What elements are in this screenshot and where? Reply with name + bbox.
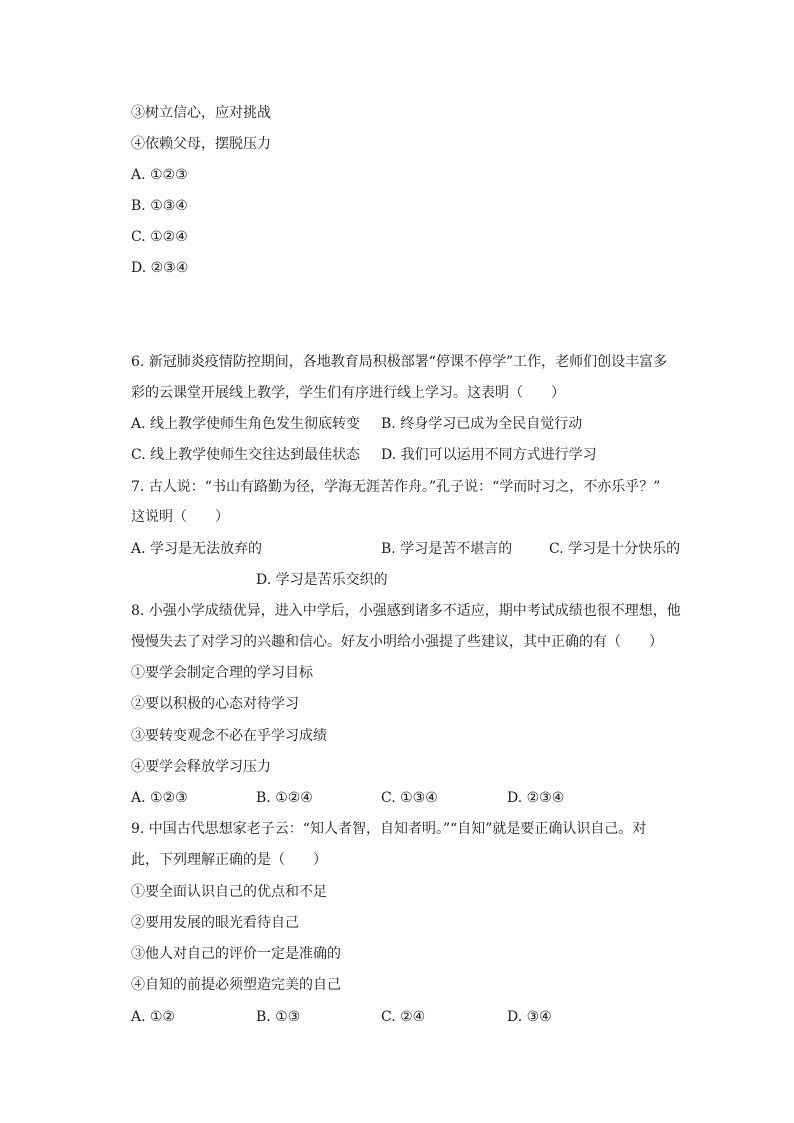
q7-stem-line1: 7. 古人说：“书山有路勤为径，学海无涯苦作舟。”孔子说：“学而时习之，不亦乐乎？” [131, 479, 661, 495]
q6-option-c: C. 线上教学使师生交往达到最佳状态 [131, 447, 361, 463]
q5-option-b: B. ①③④ [131, 198, 188, 214]
q6-option-a: A. 线上教学使师生角色发生彻底转变 [131, 416, 361, 432]
q6-stem-line2: 彩的云课堂开展线上教学，学生们有序进行线上学习。这表明（ ） [131, 385, 565, 401]
q7-option-a: A. 学习是无法放弃的 [131, 541, 263, 557]
q9-statement-3: ③他人对自己的评价一定是准确的 [131, 946, 341, 962]
q8-option-b: B. ①②④ [256, 790, 313, 806]
q5-statement-3: ③树立信心，应对挑战 [131, 105, 271, 121]
q5-statement-4: ④依赖父母，摆脱压力 [131, 136, 271, 152]
q5-option-a: A. ①②③ [131, 167, 188, 183]
q8-statement-4: ④要学会释放学习压力 [131, 759, 271, 775]
q8-option-a: A. ①②③ [131, 790, 188, 806]
q9-statement-1: ①要全面认识自己的优点和不足 [131, 884, 327, 900]
q8-option-d: D. ②③④ [507, 790, 565, 806]
q7-stem-line2: 这说明（ ） [131, 509, 229, 525]
q9-stem-line2: 此，下列理解正确的是（ ） [131, 852, 327, 868]
q9-stem-line1: 9. 中国古代思想家老子云：“知人者智，自知者明。”“自知”就是要正确认识自己。对 [131, 821, 647, 837]
q6-option-d: D. 我们可以运用不同方式进行学习 [381, 447, 597, 463]
q7-option-d: D. 学习是苦乐交织的 [256, 572, 388, 588]
q6-option-b: B. 终身学习已成为全民自觉行动 [381, 416, 583, 432]
q5-option-d: D. ②③④ [131, 260, 189, 276]
q6-stem-line1: 6. 新冠肺炎疫情防控期间，各地教育局积极部署“停课不停学”工作，老师们创设丰富多 [131, 354, 668, 370]
q9-statement-2: ②要用发展的眼光看待自己 [131, 915, 299, 931]
q7-option-b: B. 学习是苦不堪言的 [381, 541, 513, 557]
q5-option-c: C. ①②④ [131, 229, 188, 245]
q9-option-d: D. ③④ [507, 1009, 552, 1025]
q9-option-a: A. ①② [131, 1009, 176, 1025]
q9-option-c: C. ②④ [381, 1009, 426, 1025]
q8-stem-line2: 慢慢失去了对学习的兴趣和信心。好友小明给小强提了些建议，其中正确的有（ ） [131, 634, 663, 650]
q9-statement-4: ④自知的前提必须塑造完美的自己 [131, 977, 341, 993]
q9-option-b: B. ①③ [256, 1009, 301, 1025]
q7-option-c: C. 学习是十分快乐的 [549, 541, 681, 557]
q8-statement-1: ①要学会制定合理的学习目标 [131, 665, 313, 681]
q8-statement-3: ③要转变观念不必在乎学习成绩 [131, 728, 327, 744]
q8-stem-line1: 8. 小强小学成绩优异，进入中学后，小强感到诸多不适应，期中考试成绩也很不理想，他 [131, 603, 681, 619]
q8-statement-2: ②要以积极的心态对待学习 [131, 696, 299, 712]
q8-option-c: C. ①③④ [381, 790, 438, 806]
